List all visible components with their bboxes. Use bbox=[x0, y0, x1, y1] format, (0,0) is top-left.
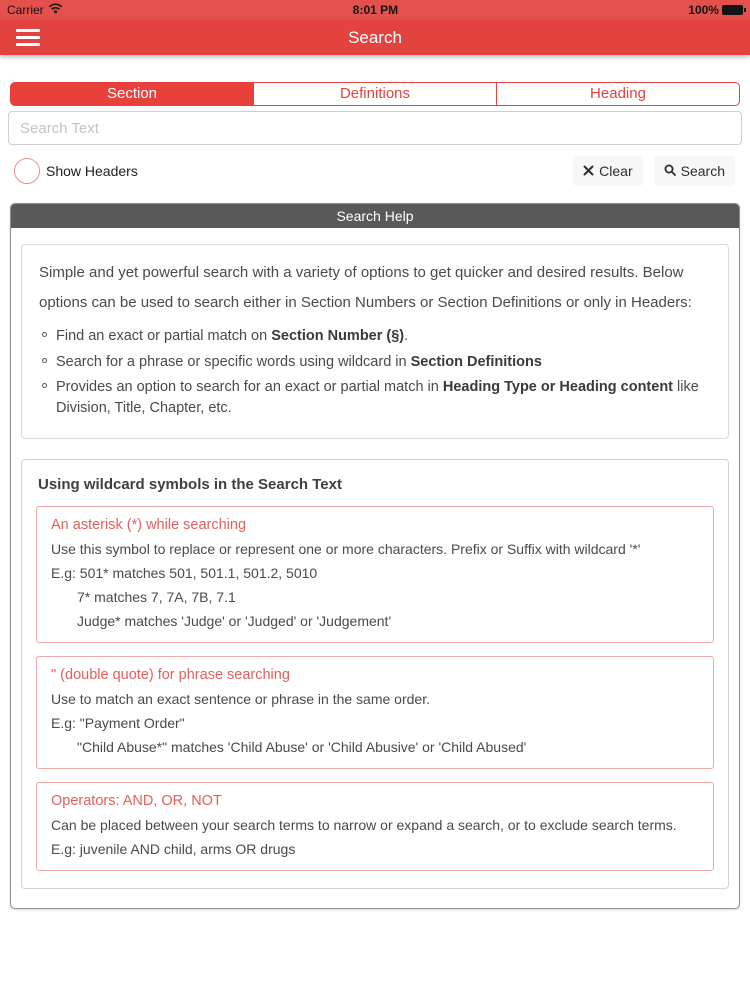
rule-line: "Child Abuse*" matches 'Child Abuse' or 'Child Abusive' or 'Child Abused' bbox=[77, 739, 527, 756]
wildcard-heading: Using wildcard symbols in the Search Text bbox=[38, 476, 342, 494]
rule-line: Judge* matches 'Judge' or 'Judged' or 'Judgement' bbox=[77, 613, 392, 630]
rule-title: " (double quote) for phrase searching bbox=[51, 667, 290, 684]
tab-heading[interactable]: Heading bbox=[497, 82, 740, 106]
wildcard-section bbox=[21, 459, 729, 889]
double-quote-rule-card bbox=[36, 656, 714, 769]
menu-icon[interactable] bbox=[16, 29, 40, 46]
search-scope-tabs bbox=[10, 82, 740, 106]
controls-row bbox=[14, 156, 735, 186]
rule-line: E.g: juvenile AND child, arms OR drugs bbox=[51, 841, 296, 858]
search-button-label: Search bbox=[680, 163, 725, 179]
operators-rule-card bbox=[36, 782, 714, 871]
show-headers-label: Show Headers bbox=[46, 163, 138, 179]
rule-line: E.g: "Payment Order" bbox=[51, 715, 185, 732]
help-panel-header: Search Help bbox=[11, 204, 739, 228]
rule-line: 7* matches 7, 7A, 7B, 7.1 bbox=[77, 589, 236, 606]
carrier-label: Carrier bbox=[7, 3, 44, 17]
rule-line: Use this symbol to replace or represent one or more characters. Prefix or Suffix with wildcard '*' bbox=[51, 541, 641, 558]
bullet-marker-icon bbox=[42, 332, 47, 337]
tab-definitions[interactable]: Definitions bbox=[254, 82, 497, 106]
battery-percent: 100% bbox=[688, 3, 719, 17]
nav-bar bbox=[0, 20, 750, 55]
clear-button-label: Clear bbox=[599, 163, 633, 179]
rule-line: E.g: 501* matches 501, 501.1, 501.2, 5010 bbox=[51, 565, 318, 582]
search-button[interactable] bbox=[654, 156, 735, 186]
search-help-panel bbox=[10, 203, 740, 909]
tab-section[interactable]: Section bbox=[10, 82, 254, 106]
bullet-marker-icon bbox=[42, 383, 47, 388]
battery-icon bbox=[722, 5, 743, 15]
show-headers-radio-icon[interactable] bbox=[14, 158, 40, 184]
status-bar bbox=[0, 0, 750, 20]
search-icon bbox=[664, 163, 676, 179]
help-bullet-list bbox=[39, 326, 711, 418]
rule-line: Use to match an exact sentence or phrase in the same order. bbox=[51, 691, 430, 708]
page-title: Search bbox=[348, 27, 402, 47]
help-intro-box bbox=[21, 244, 729, 439]
rule-line: Can be placed between your search terms to narrow or expand a search, or to exclude search terms. bbox=[51, 817, 677, 834]
search-input[interactable] bbox=[8, 111, 742, 145]
rule-title: Operators: AND, OR, NOT bbox=[51, 793, 222, 810]
bullet-marker-icon bbox=[42, 358, 47, 363]
close-icon bbox=[583, 163, 594, 179]
wifi-icon bbox=[48, 3, 63, 17]
rule-title: An asterisk (*) while searching bbox=[51, 517, 247, 534]
show-headers-toggle[interactable] bbox=[14, 158, 138, 184]
bullet-item: Provides an option to search for an exact or partial match in Heading Type or Heading content like Division, Title, Chapter, etc. bbox=[39, 377, 711, 418]
time-label: 8:01 PM bbox=[352, 3, 399, 17]
bullet-item: Find an exact or partial match on Section Number (§). bbox=[39, 326, 711, 347]
help-intro-text: Simple and yet powerful search with a variety of options to get quicker and desired results. Below options can be used to search either in Section Numbers or Section Definitions or only in Headers: bbox=[39, 264, 692, 311]
clear-button[interactable] bbox=[573, 156, 642, 186]
bullet-item: Search for a phrase or specific words using wildcard in Section Definitions bbox=[39, 352, 711, 373]
asterisk-rule-card bbox=[36, 506, 714, 643]
